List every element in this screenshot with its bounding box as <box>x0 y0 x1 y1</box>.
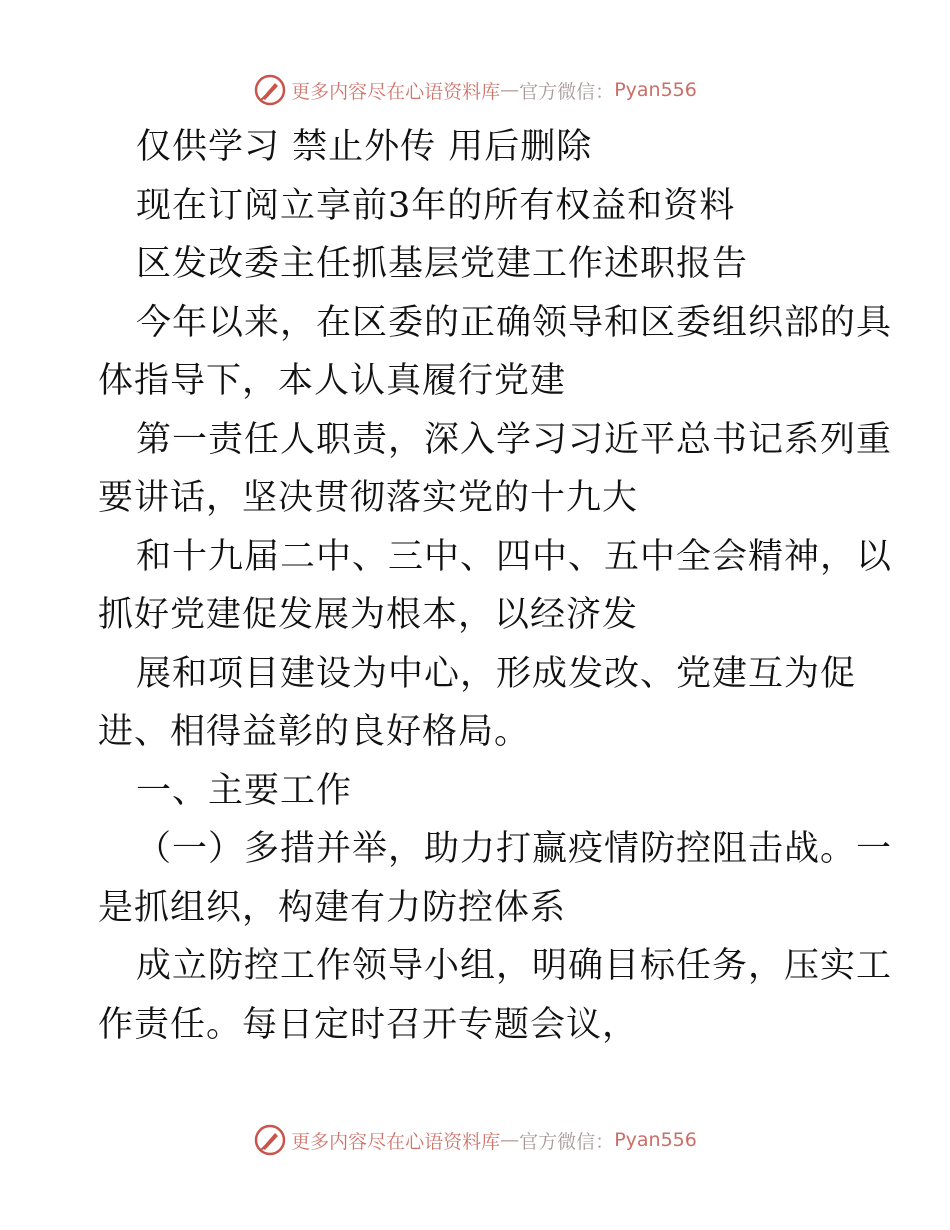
header-watermark <box>0 70 950 110</box>
paragraph-line: 展和项目建设为中心，形成发改、党建互为促 <box>136 653 857 694</box>
footer-watermark <box>0 1120 950 1160</box>
paragraph-line: 和十九届二中、三中、四中、五中全会精神，以 <box>136 536 893 577</box>
document-title: 区发改委主任抓基层党建工作述职报告 <box>136 244 749 284</box>
paragraph-line: 要讲话，坚决贯彻落实党的十九大 <box>98 478 639 518</box>
paragraph-line: （一）多措并举，助力打赢疫情防控阻击战。一 <box>136 829 893 869</box>
paragraph-line: 抓好党建促发展为根本，以经济发 <box>98 595 639 635</box>
document-body <box>98 118 893 1054</box>
paragraph-line: 作责任。每日定时召开专题会议， <box>98 1004 639 1045</box>
section-heading: 一、主要工作 <box>136 770 353 811</box>
quill-logo-icon <box>253 1123 287 1157</box>
paragraph-line: 是抓组织，构建有力防控体系 <box>98 887 567 928</box>
watermark-wechat-id: Pyan556 <box>614 1129 697 1151</box>
watermark-dash: — <box>500 1129 520 1151</box>
quill-logo-icon <box>253 73 287 107</box>
paragraph-line: 成立防控工作领导小组，明确目标任务，压实工 <box>136 946 893 986</box>
watermark-wechat-label: 官方微信： <box>519 1130 615 1153</box>
notice-line: 仅供学习 禁止外传 用后删除 <box>136 127 593 167</box>
paragraph-line: 第一责任人职责，深入学习习近平总书记系列重 <box>136 419 893 460</box>
paragraph-line: 体指导下，本人认真履行党建 <box>98 361 567 401</box>
watermark-text: 更多内容尽在心语资料库 <box>291 1130 501 1153</box>
paragraph-line: 进、相得益彰的良好格局。 <box>98 712 531 752</box>
watermark-dash: — <box>500 79 520 101</box>
watermark-wechat-id: Pyan556 <box>614 79 697 101</box>
paragraph-line: 今年以来，在区委的正确领导和区委组织部的具 <box>136 302 893 343</box>
subscribe-line: 现在订阅立享前3年的所有权益和资料 <box>136 185 736 226</box>
watermark-text: 更多内容尽在心语资料库 <box>291 80 501 103</box>
watermark-wechat-label: 官方微信： <box>519 80 615 103</box>
